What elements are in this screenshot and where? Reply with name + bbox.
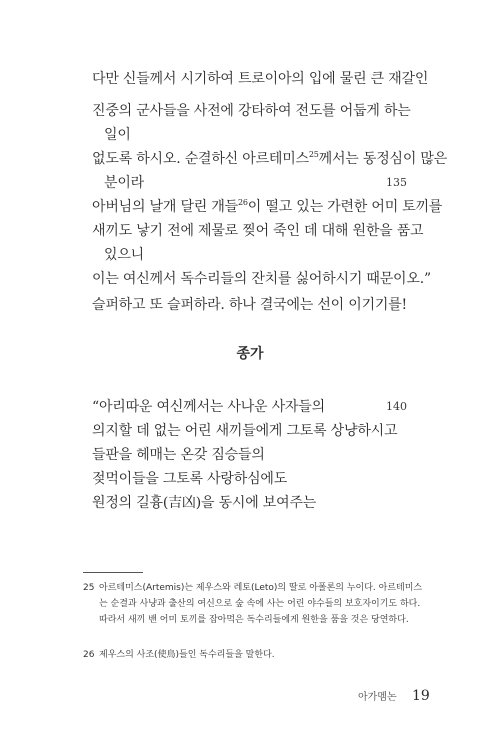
footnote-ref-26: 26 [238, 198, 248, 207]
verse-line-continuation: 있으니 [104, 247, 144, 263]
footnote-text: 아르테미스(Artemis)는 제우스와 레토(Leto)의 딸로 아폴론의 누이다. 아르테미스는 순결과 사냥과 출산의 여신으로 숲 속에 사는 어린 야수들의 보호자이기도 하다. 따라서 새끼 밴 어미 토끼를 잡아먹은 독수리들에게 원한을 품을 것은 당연하다. [99, 583, 423, 625]
footnote-ref-25: 25 [308, 150, 319, 159]
footnote-text: 제우스의 사조(使鳥)들인 독수리들을 말한다. [99, 650, 275, 660]
verse-line-continuation: 일이 [104, 127, 131, 143]
line-number: 135 [386, 176, 407, 189]
chorus-line: 의지할 데 없는 어린 새끼들에게 그토록 상냥하시고 [92, 423, 398, 439]
footnote-divider [83, 572, 143, 573]
footnote-number: 25 [83, 583, 95, 593]
chorus-line: 원정의 길흉(吉凶)을 동시에 보여주는 [92, 495, 317, 511]
line-number: 140 [386, 400, 407, 413]
running-title: 아가멤논 [358, 692, 397, 703]
verse-line: 새끼도 낳기 전에 제물로 찢어 죽인 데 대해 원한을 품고 [92, 223, 424, 239]
section-heading: 종가 [236, 346, 264, 362]
verse-line: 아버님의 날개 달린 개들$^{26}$이 떨고 있는 가련한 어미 토끼를 [92, 198, 443, 215]
footnote-25 [83, 580, 423, 628]
chorus-line: 들판을 헤매는 온갖 짐승들의 [92, 447, 265, 463]
verse-line: 진중의 군사들을 사전에 강타하여 전도를 어둡게 하는 [92, 103, 411, 119]
footnote-26 [83, 647, 423, 663]
verse-line: 다만 신들께서 시기하여 트로이아의 입에 물린 큰 재갈인 [92, 71, 429, 87]
verse-line-continuation: 분이라 [104, 175, 144, 191]
footnote-number: 26 [83, 650, 95, 660]
chorus-line: 젖먹이들을 그토록 사랑하심에도 [92, 471, 288, 487]
verse-line: 없도록 하시오. 순결하신 아르테미스$^{25}$께서는 동정심이 많은 [92, 150, 448, 167]
chorus-line: “아리따운 여신께서는 사나운 사자들의 [92, 399, 325, 415]
page-number: 19 [412, 688, 430, 704]
verse-line: 슬퍼하고 또 슬퍼하라. 하나 결국에는 선이 이기기를! [92, 297, 407, 313]
verse-line: 이는 여신께서 독수리들의 잔치를 싫어하시기 때문이오.” [92, 271, 431, 287]
